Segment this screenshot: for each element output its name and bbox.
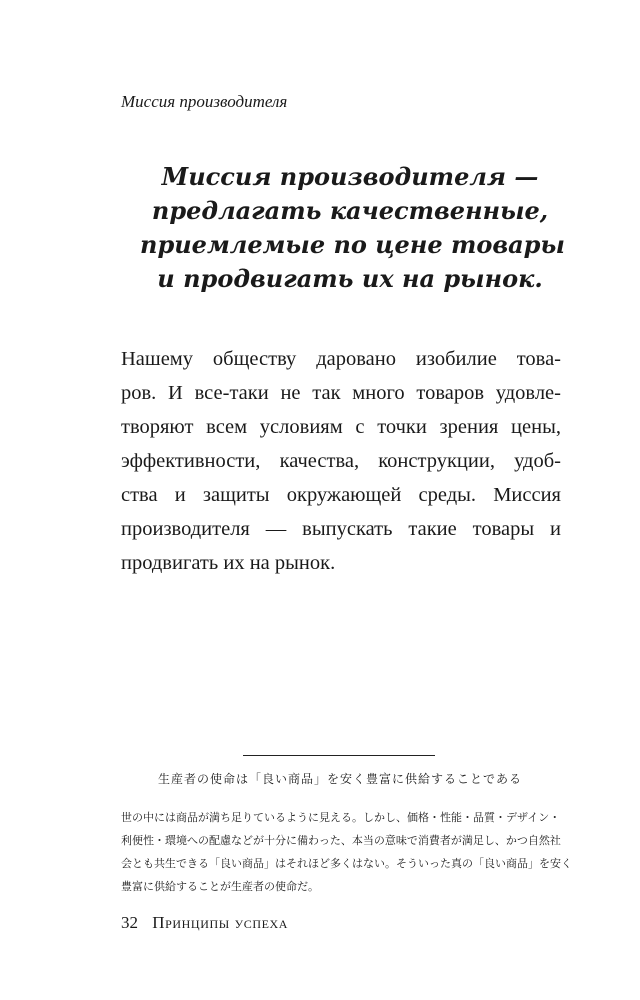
japanese-line: 豊富に供給することが生産者の使命だ。	[121, 880, 319, 893]
body-line: творяют всем условиям с точки зрения цены,	[121, 416, 561, 438]
japanese-line: 会とも共生できる「良い商品」はそれほど多くはない。そういった真の「良い商品」を安く	[121, 857, 572, 870]
page-number: 32	[121, 913, 138, 932]
body-line: Нашему обществу даровано изобилие това-	[121, 348, 561, 370]
japanese-title: 生産者の使命は「良い商品」を安く豊富に供給することである	[157, 772, 522, 786]
running-head: Миссия производителя	[121, 92, 288, 111]
book-title: Принципы успеха	[152, 913, 289, 932]
headline-line: предлагать качественные,	[151, 196, 549, 225]
body-paragraph	[121, 342, 561, 580]
headline-line: Миссия производителя —	[161, 162, 539, 191]
body-line: продвигать их на рынок.	[121, 552, 336, 574]
headline	[140, 160, 565, 296]
japanese-line: 世の中には商品が満ち足りているように見える。しかし、価格・性能・品質・デザイン・	[121, 811, 561, 824]
body-line: производителя — выпускать такие товары и	[121, 518, 561, 540]
body-line: ров. И все-таки не так много товаров удовле-	[121, 382, 561, 404]
section-divider	[243, 755, 435, 756]
headline-line: приемлемые по цене товары	[140, 230, 565, 259]
body-line: ства и защиты окружающей среды. Миссия	[121, 484, 561, 506]
body-line: эффективности, качества, конструкции, удоб-	[121, 450, 561, 472]
headline-line: и продвигать их на рынок.	[157, 264, 543, 293]
japanese-line: 利便性・環境への配慮などが十分に備わった、本当の意味で消費者が満足し、かつ自然社	[121, 834, 561, 847]
page-footer	[121, 913, 288, 933]
japanese-paragraph	[121, 806, 572, 898]
